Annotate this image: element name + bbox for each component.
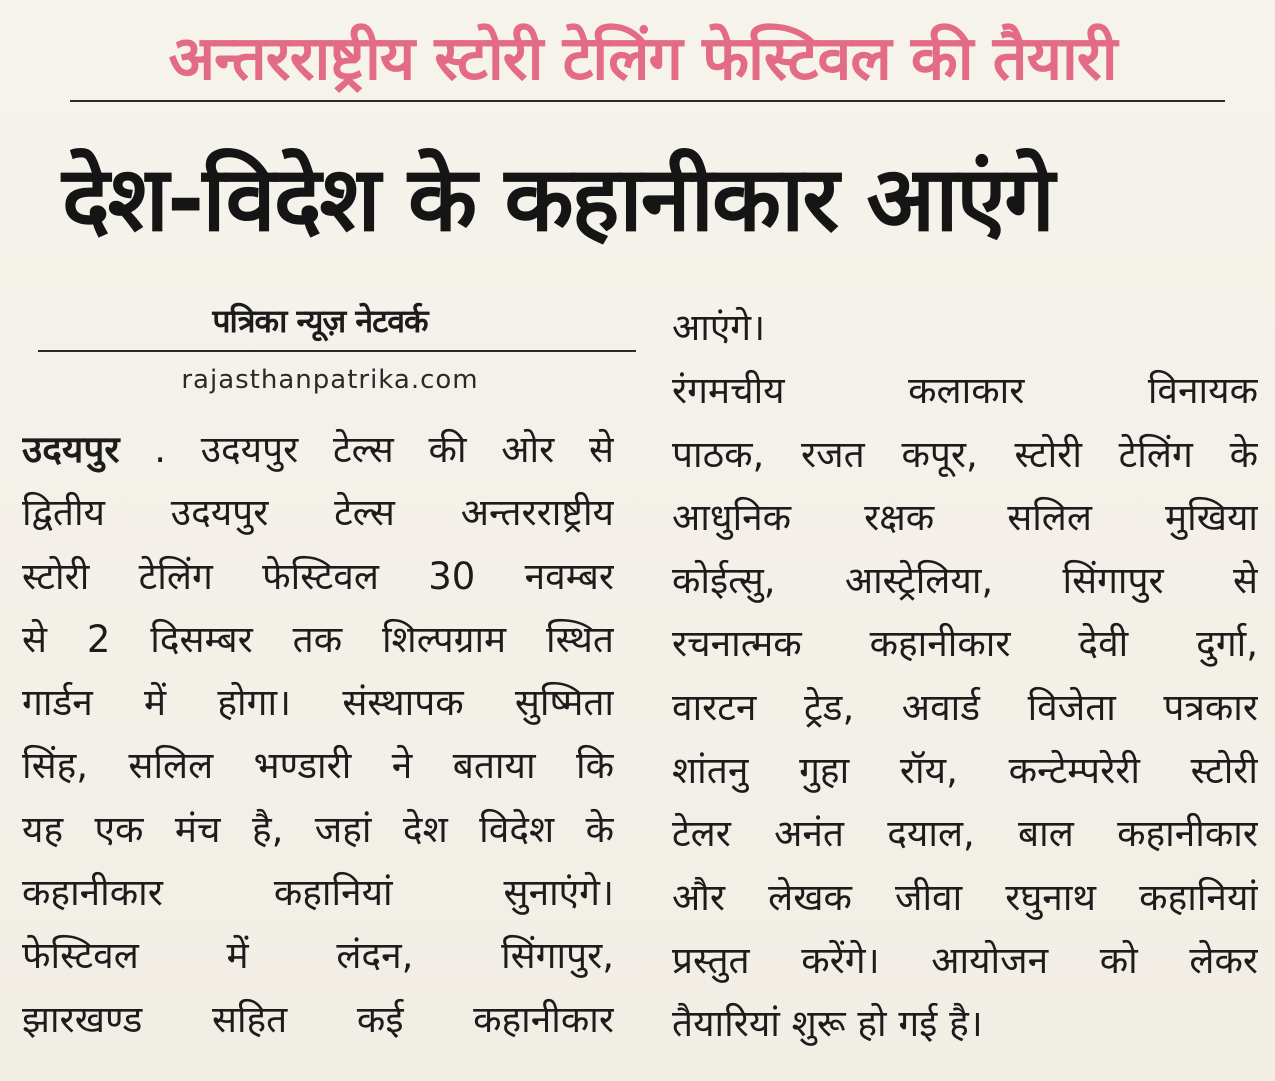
main-headline: देश-विदेश के कहानीकार आएंगे [62, 147, 1053, 252]
article-line: यह एक मंच है, जहां देश विदेश के [22, 807, 614, 851]
article-line: द्वितीय उदयपुर टेल्स अन्तरराष्ट्रीय [22, 491, 614, 535]
article-line: झारखण्ड सहित कई कहानीकार [22, 997, 614, 1041]
article-line: सिंह, सलिल भण्डारी ने बताया कि [22, 744, 614, 788]
article-line: पाठक, रजत कपूर, स्टोरी टेलिंग के [672, 432, 1258, 476]
article-line: से 2 दिसम्बर तक शिल्पग्राम स्थित [22, 617, 614, 661]
article-line: कहानीकार कहानियां सुनाएंगे। [22, 871, 614, 915]
article-line: रंगमचीय कलाकार विनायक [672, 369, 1258, 413]
kicker-rule [70, 100, 1225, 102]
dateline: उदयपुर [22, 428, 120, 471]
article-line: शांतनु गुहा रॉय, कन्टेम्परेरी स्टोरी [672, 749, 1258, 793]
article-line: वारटन ट्रेड, अवार्ड विजेता पत्रकार [672, 685, 1258, 729]
article-line: स्टोरी टेलिंग फेस्टिवल 30 नवम्बर [22, 554, 614, 598]
article-line: आएंगे। [672, 306, 766, 349]
byline-rule [38, 350, 636, 352]
kicker-headline: अन्तरराष्ट्रीय स्टोरी टेलिंग फेस्टिवल की तैयारी [168, 23, 1117, 94]
article-line [22, 418, 614, 481]
byline: पत्रिका न्यूज़ नेटवर्क [212, 302, 428, 340]
article-line: प्रस्तुत करेंगे। आयोजन को लेकर [672, 938, 1258, 982]
article-column-right [672, 296, 1258, 1056]
article-line: फेस्टिवल में लंदन, सिंगापुर, [22, 934, 614, 978]
article-line: रचनात्मक कहानीकार देवी दुर्गा, [672, 622, 1258, 666]
article-line: गार्डन में होगा। संस्थापक सुष्मिता [22, 681, 614, 725]
article-line: और लेखक जीवा रघुनाथ कहानियां [672, 875, 1258, 919]
article-line: आधुनिक रक्षक सलिल मुखिया [672, 495, 1258, 539]
article-column-left [22, 418, 614, 1051]
article-line: टेलर अनंत दयाल, बाल कहानीकार [672, 812, 1258, 856]
article-line: तैयारियां शुरू हो गई है। [672, 1002, 983, 1046]
article-line-text: . उदयपुर टेल्स की ओर से [119, 428, 614, 471]
website-credit: rajasthanpatrika.com [181, 365, 479, 395]
article-line: कोईत्सु, आस्ट्रेलिया, सिंगापुर से [672, 559, 1258, 603]
